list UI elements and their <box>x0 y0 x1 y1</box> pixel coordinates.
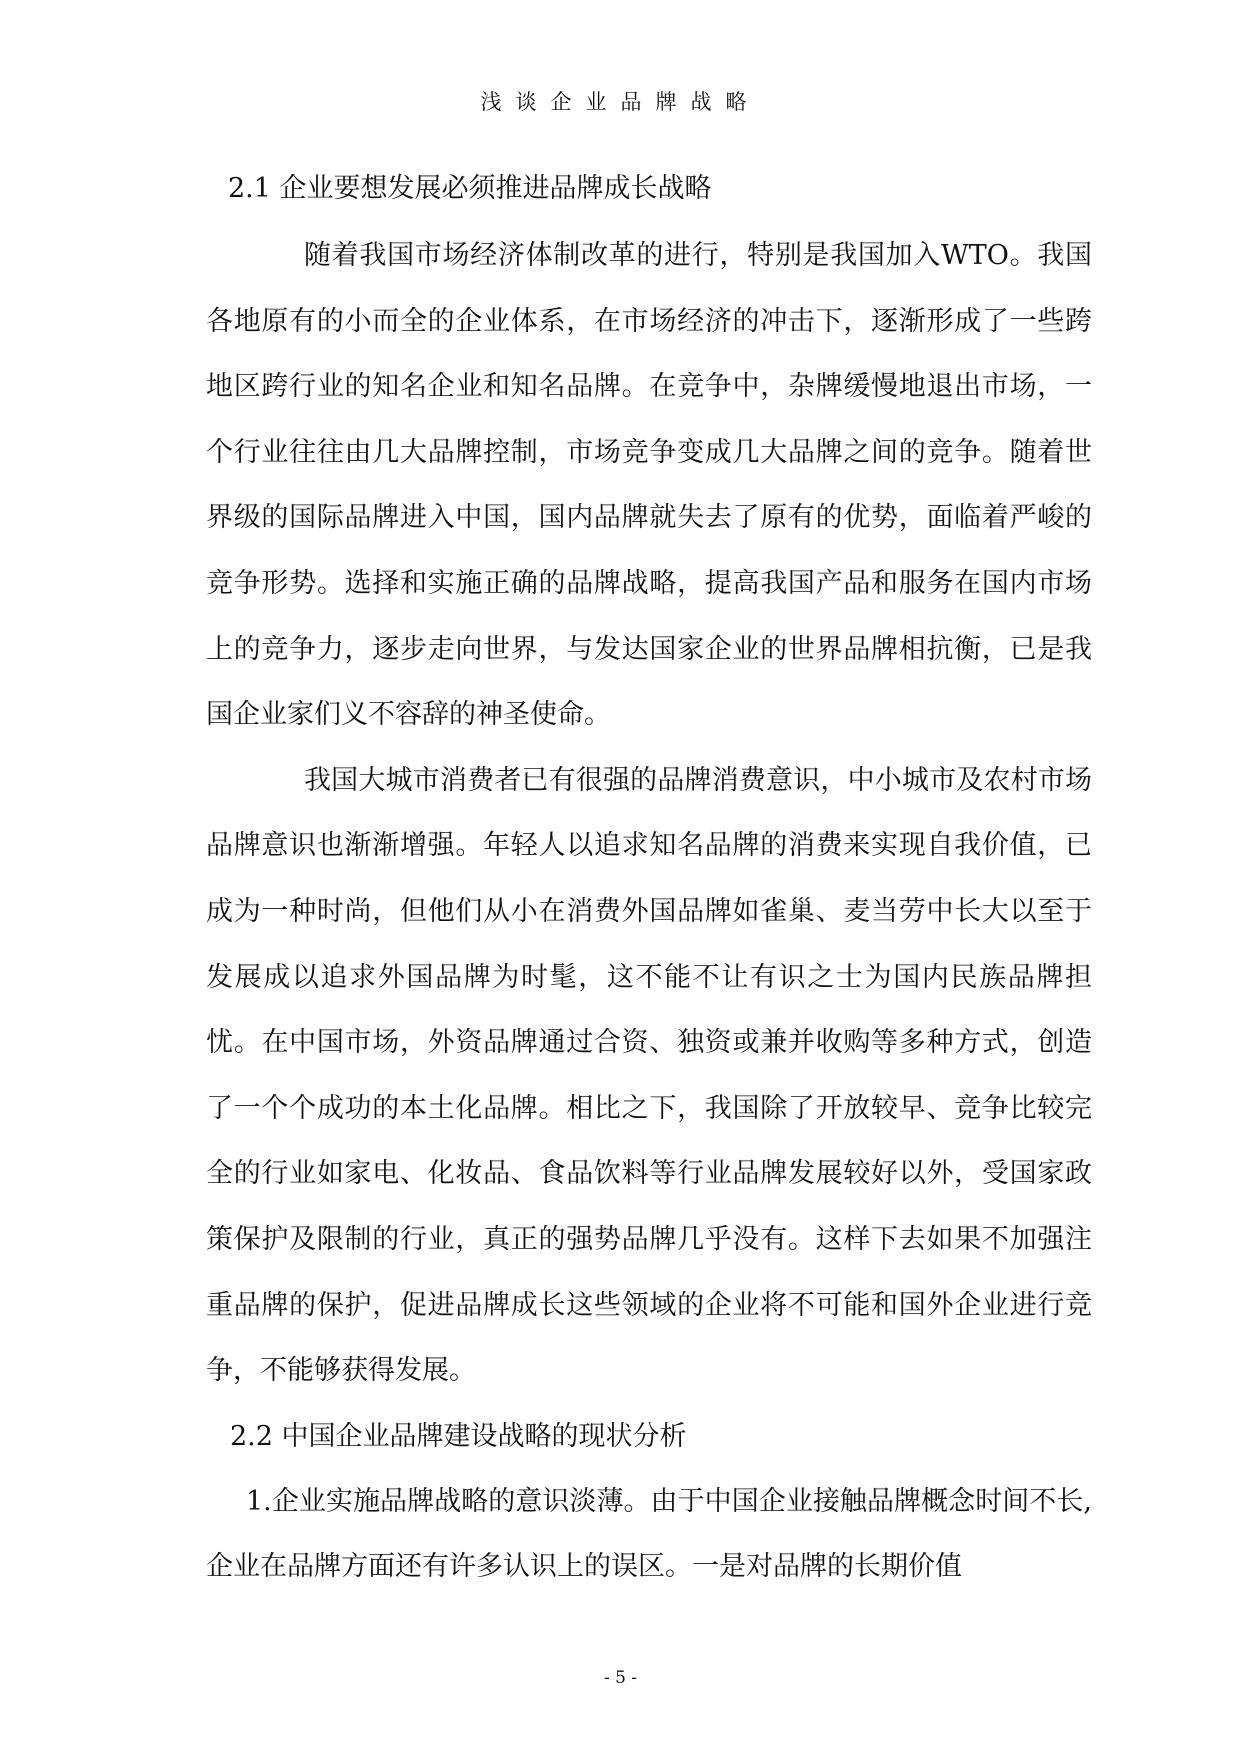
page-number: - 5 - <box>603 1668 638 1688</box>
paragraph-wto: 随着我国市场经济体制改革的进行，特别是我国加入WTO。我国各地原有的小而全的企业体系，在市场经济的冲击下，逐渐形成了一些跨地区跨行业的知名企业和知名品牌。在竞争中，杂牌缓慢地退出市场，一个行业往往由几大品牌控制，市场竞争变成几大品牌之间的竞争。随着世界级的国际品牌进入中国，国内品牌就失去了原有的优势，面临着严峻的竞争形势。选择和实施正确的品牌战略，提高我国产品和服务在国内市场上的竞争力，逐步走向世界，与发达国家企业的世界品牌相抗衡，已是我国企业家们义不容辞的神圣使命。 <box>206 240 1092 731</box>
paragraph-awareness: 1.企业实施品牌战略的意识淡薄。由于中国企业接触品牌概念时间不长,企业在品牌方面还有许多认识上的误区。一是对品牌的长期价值 <box>206 1485 1092 1583</box>
paragraph-consumers: 我国大城市消费者已有很强的品牌消费意识，中小城市及农村市场品牌意识也渐渐增强。年轻人以追求知名品牌的消费来实现自我价值，已成为一种时尚，但他们从小在消费外国品牌如雀巢、麦当劳中长大以至于发展成以追求外国品牌为时髦，这不能不让有识之士为国内民族品牌担忧。在中国市场，外资品牌通过合资、独资或兼并收购等多种方式，创造了一个个成功的本土化品牌。相比之下，我国除了开放较早、竞争比较完全的行业如家电、化妆品、食品饮料等行业品牌发展较好以外，受国家政策保护及限制的行业，真正的强势品牌几乎没有。这样下去如果不加强注重品牌的保护，促进品牌成长这些领域的企业将不可能和国外企业进行竞争，不能够获得发展。 <box>206 764 1092 1387</box>
running-header: 浅谈企业品牌战略 <box>480 90 761 114</box>
section-heading-2-1: 2.1 企业要想发展必须推进品牌成长战略 <box>228 173 712 204</box>
page-body <box>206 156 1092 1600</box>
section-heading-2-2: 2.2 中国企业品牌建设战略的现状分析 <box>230 1420 687 1452</box>
